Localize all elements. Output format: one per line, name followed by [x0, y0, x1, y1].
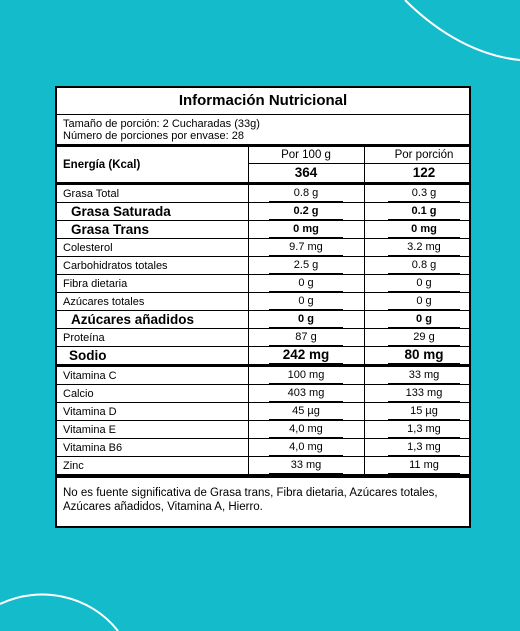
nutrient-row — [57, 366, 469, 385]
nutrition-label — [55, 86, 471, 528]
nutrient-per-serving: 0.8 g — [364, 257, 469, 275]
nutrient-name: Zinc — [57, 457, 248, 475]
nutrient-per-serving: 0 mg — [364, 221, 469, 239]
serving-size: Tamaño de porción: 2 Cucharadas (33g) — [63, 118, 260, 130]
nutrition-table — [57, 147, 469, 475]
nutrient-per100: 100 mg — [248, 366, 364, 385]
nutrient-row — [57, 347, 469, 366]
nutrient-per100: 0.8 g — [248, 184, 364, 203]
footnote: No es fuente significativa de Grasa trans, Fibra dietaria, Azúcares totales, Azúcares añadidos, Vitamina A, Hierro. — [57, 475, 469, 526]
nutrient-row — [57, 457, 469, 475]
nutrient-per-serving: 80 mg — [364, 347, 469, 366]
nutrient-per-serving: 0 g — [364, 275, 469, 293]
nutrient-row — [57, 184, 469, 203]
nutrient-per100: 4,0 mg — [248, 421, 364, 439]
nutrient-row — [57, 257, 469, 275]
nutrient-row — [57, 293, 469, 311]
nutrient-row — [57, 421, 469, 439]
top-right-curve — [405, 0, 520, 60]
nutrient-row — [57, 221, 469, 239]
nutrient-row — [57, 275, 469, 293]
energy-per-serving: 122 — [364, 164, 469, 184]
nutrient-per-serving: 15 µg — [364, 403, 469, 421]
nutrient-row — [57, 329, 469, 347]
nutrient-per100: 87 g — [248, 329, 364, 347]
label-title: Información Nutricional — [57, 88, 469, 115]
servings-per-container: Número de porciones por envase: 28 — [63, 130, 244, 142]
nutrient-name: Grasa Trans — [57, 221, 248, 239]
nutrient-per-serving: 29 g — [364, 329, 469, 347]
nutrient-per100: 0 g — [248, 275, 364, 293]
nutrient-row — [57, 439, 469, 457]
nutrient-row — [57, 239, 469, 257]
nutrient-per-serving: 0 g — [364, 311, 469, 329]
nutrient-per100: 403 mg — [248, 385, 364, 403]
nutrient-name: Vitamina D — [57, 403, 248, 421]
nutrient-name: Sodio — [57, 347, 248, 366]
nutrient-per100: 242 mg — [248, 347, 364, 366]
nutrient-per-serving: 3.2 mg — [364, 239, 469, 257]
nutrient-name: Fibra dietaria — [57, 275, 248, 293]
nutrient-per-serving: 0.1 g — [364, 203, 469, 221]
nutrient-per-serving: 133 mg — [364, 385, 469, 403]
nutrient-name: Colesterol — [57, 239, 248, 257]
nutrient-name: Grasa Total — [57, 184, 248, 203]
energy-per100: 364 — [248, 164, 364, 184]
nutrient-per100: 45 µg — [248, 403, 364, 421]
nutrient-per100: 0.2 g — [248, 203, 364, 221]
nutrient-per-serving: 0 g — [364, 293, 469, 311]
nutrient-row — [57, 385, 469, 403]
nutrient-per100: 4,0 mg — [248, 439, 364, 457]
nutrient-row — [57, 203, 469, 221]
nutrient-per100: 0 g — [248, 293, 364, 311]
energy-header-row — [57, 147, 469, 164]
nutrient-name: Vitamina C — [57, 366, 248, 385]
column-header-per100: Por 100 g — [248, 147, 364, 164]
nutrient-name: Vitamina B6 — [57, 439, 248, 457]
nutrient-per100: 0 g — [248, 311, 364, 329]
nutrient-name: Carbohidratos totales — [57, 257, 248, 275]
nutrient-per-serving: 0.3 g — [364, 184, 469, 203]
nutrient-name: Calcio — [57, 385, 248, 403]
nutrient-name: Grasa Saturada — [57, 203, 248, 221]
energy-label: Energía (Kcal) — [57, 147, 248, 184]
nutrient-name: Proteína — [57, 329, 248, 347]
nutrient-per100: 9.7 mg — [248, 239, 364, 257]
nutrient-row — [57, 311, 469, 329]
nutrient-per-serving: 11 mg — [364, 457, 469, 475]
column-header-per-serving: Por porción — [364, 147, 469, 164]
nutrient-per100: 0 mg — [248, 221, 364, 239]
nutrient-name: Vitamina E — [57, 421, 248, 439]
nutrient-per-serving: 1,3 mg — [364, 421, 469, 439]
nutrient-per100: 2.5 g — [248, 257, 364, 275]
nutrient-row — [57, 403, 469, 421]
nutrient-name: Azúcares totales — [57, 293, 248, 311]
nutrient-per-serving: 1,3 mg — [364, 439, 469, 457]
nutrient-per-serving: 33 mg — [364, 366, 469, 385]
bottom-left-curve — [0, 595, 118, 631]
nutrient-per100: 33 mg — [248, 457, 364, 475]
serving-info — [57, 115, 469, 147]
nutrient-name: Azúcares añadidos — [57, 311, 248, 329]
